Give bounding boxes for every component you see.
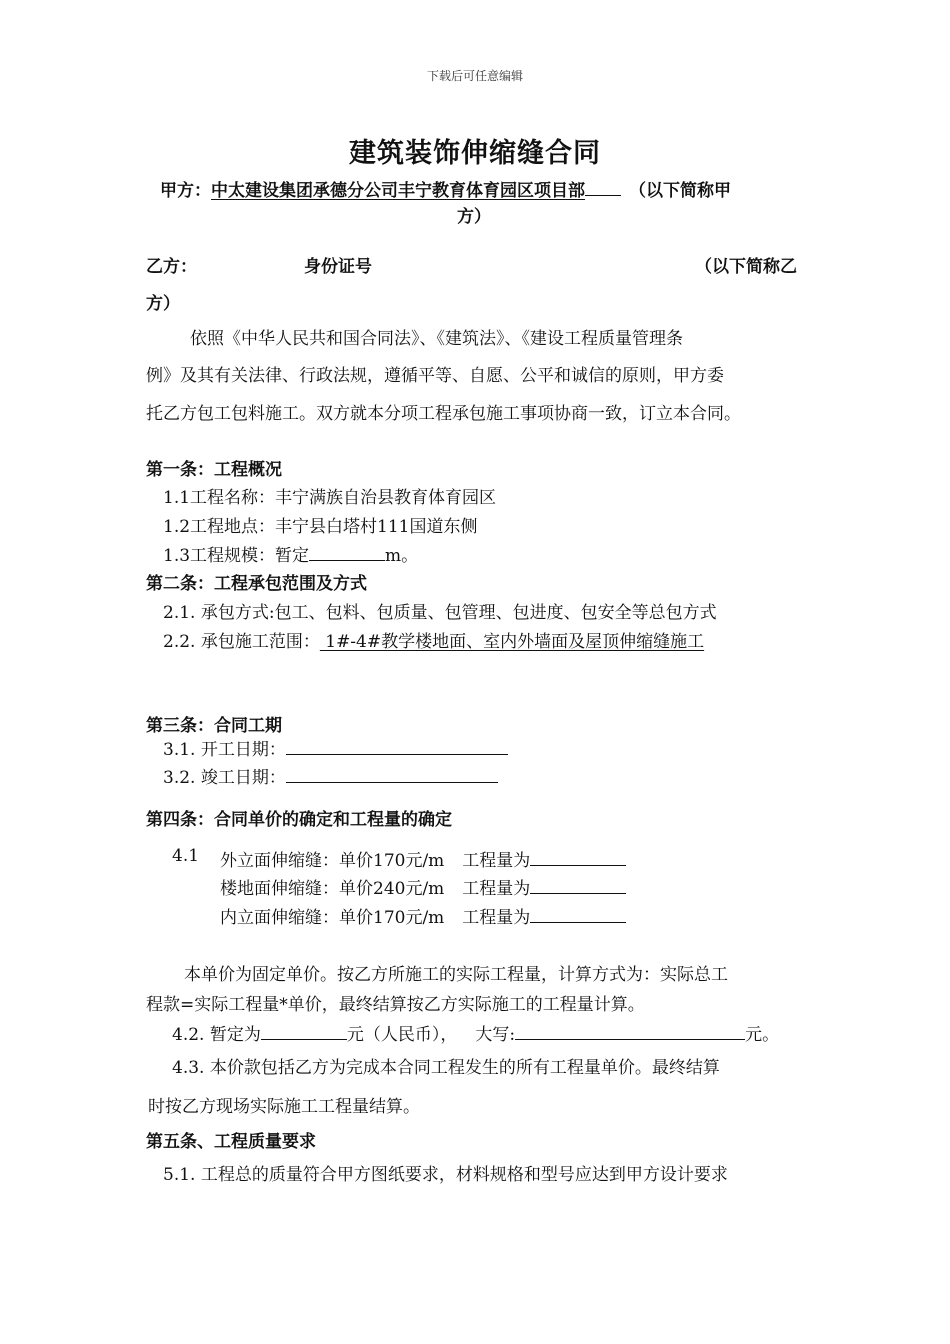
party-a-line [160,176,731,201]
price-qty-floor: 工程量为 [462,879,531,899]
price-qty-exterior: 工程量为 [462,851,531,871]
start-date-blank [286,738,508,755]
article-2-heading: 第二条：工程承包范围及方式 [146,574,367,594]
party-a-name: 中太建设集团承德分公司丰宁教育体育园区项目部 [211,181,585,201]
party-a-suffix-cont: 方） [457,207,491,227]
contract-scope [163,627,704,652]
price-inclusion-line-2: 时按乙方现场实际施工工程量结算。 [148,1097,420,1117]
intro-line-3: 托乙方包工包料施工。双方就本分项工程承包施工事项协商一致，订立本合同。 [146,404,741,424]
provisional-label: 4.2. 暂定为 [172,1025,261,1045]
article-4-heading: 第四条：合同单价的确定和工程量的确定 [146,810,452,830]
contract-method: 2.1. 承包方式:包工、包料、包质量、包管理、包进度、包安全等总包方式 [163,603,717,623]
quality-requirement: 5.1. 工程总的质量符合甲方图纸要求，材料规格和型号应达到甲方设计要求 [163,1165,728,1185]
article-5-heading: 第五条、工程质量要求 [146,1132,316,1152]
document-title: 建筑装饰伸缩缝合同 [349,138,601,169]
price-item-exterior: 外立面伸缩缝：单价170元/m [220,851,445,871]
end-date [163,763,498,788]
contract-scope-value: 1#-4#教学楼地面、室内外墙面及屋顶伸缩缝施工 [319,632,705,652]
price-row-floor [220,874,626,899]
qty-blank-interior [530,906,626,923]
party-b-label: 乙方： [146,257,197,277]
price-inclusion-line-1: 4.3. 本价款包括乙方为完成本合同工程发生的所有工程量单价。最终结算 [172,1058,720,1078]
price-row-exterior [220,846,626,871]
party-b-id-label: 身份证号 [304,257,372,277]
qty-blank-exterior [530,849,626,866]
provisional-caps-label: 大写: [475,1025,516,1045]
start-date-label: 3.1. 开工日期： [163,740,286,760]
price-row-interior [220,903,626,928]
unit-price-number: 4.1 [172,846,200,866]
price-item-interior: 内立面伸缩缝：单价170元/m [220,908,445,928]
end-date-label: 3.2. 竣工日期： [163,768,286,788]
party-b-suffix: （以下简称乙 [695,257,797,277]
start-date [163,735,508,760]
party-a-label: 甲方： [160,181,211,201]
intro-line-2: 例》及其有关法律、行政法规，遵循平等、自愿、公平和诚信的原则，甲方委 [146,366,724,386]
party-a-suffix: （以下简称甲 [629,181,731,201]
header-note: 下载后可任意编辑 [426,69,523,83]
article-3-heading: 第三条：合同工期 [146,716,282,736]
contract-scope-label: 2.2. 承包施工范围： [163,632,320,652]
qty-blank-floor [530,877,626,894]
project-scale-suffix: m。 [385,546,419,566]
project-location: 1.2工程地点：丰宁县白塔村111国道东侧 [163,517,478,537]
provisional-caps-blank [515,1023,745,1040]
provisional-currency: 元（人民币）， [346,1025,458,1045]
party-b-suffix-cont: 方） [146,294,180,314]
fixed-price-line-1: 本单价为固定单价。按乙方所施工的实际工程量，计算方式为：实际总工 [184,965,728,985]
project-scale [163,541,418,566]
project-scale-blank [309,544,385,561]
intro-line-1: 依照《中华人民共和国合同法》、《建筑法》、《建设工程质量管理条 [190,329,683,349]
end-date-blank [286,766,498,783]
provisional-amount [172,1020,779,1045]
price-item-floor: 楼地面伸缩缝：单价240元/m [220,879,445,899]
price-qty-interior: 工程量为 [462,908,531,928]
party-a-blank [585,179,621,196]
project-name: 1.1工程名称：丰宁满族自治县教育体育园区 [163,488,497,508]
project-scale-prefix: 1.3工程规模：暂定 [163,546,310,566]
provisional-blank [261,1023,347,1040]
provisional-end: 元。 [745,1025,780,1045]
article-1-heading: 第一条：工程概况 [146,460,282,480]
fixed-price-line-2: 程款=实际工程量*单价，最终结算按乙方实际施工的工程量计算。 [146,995,645,1015]
